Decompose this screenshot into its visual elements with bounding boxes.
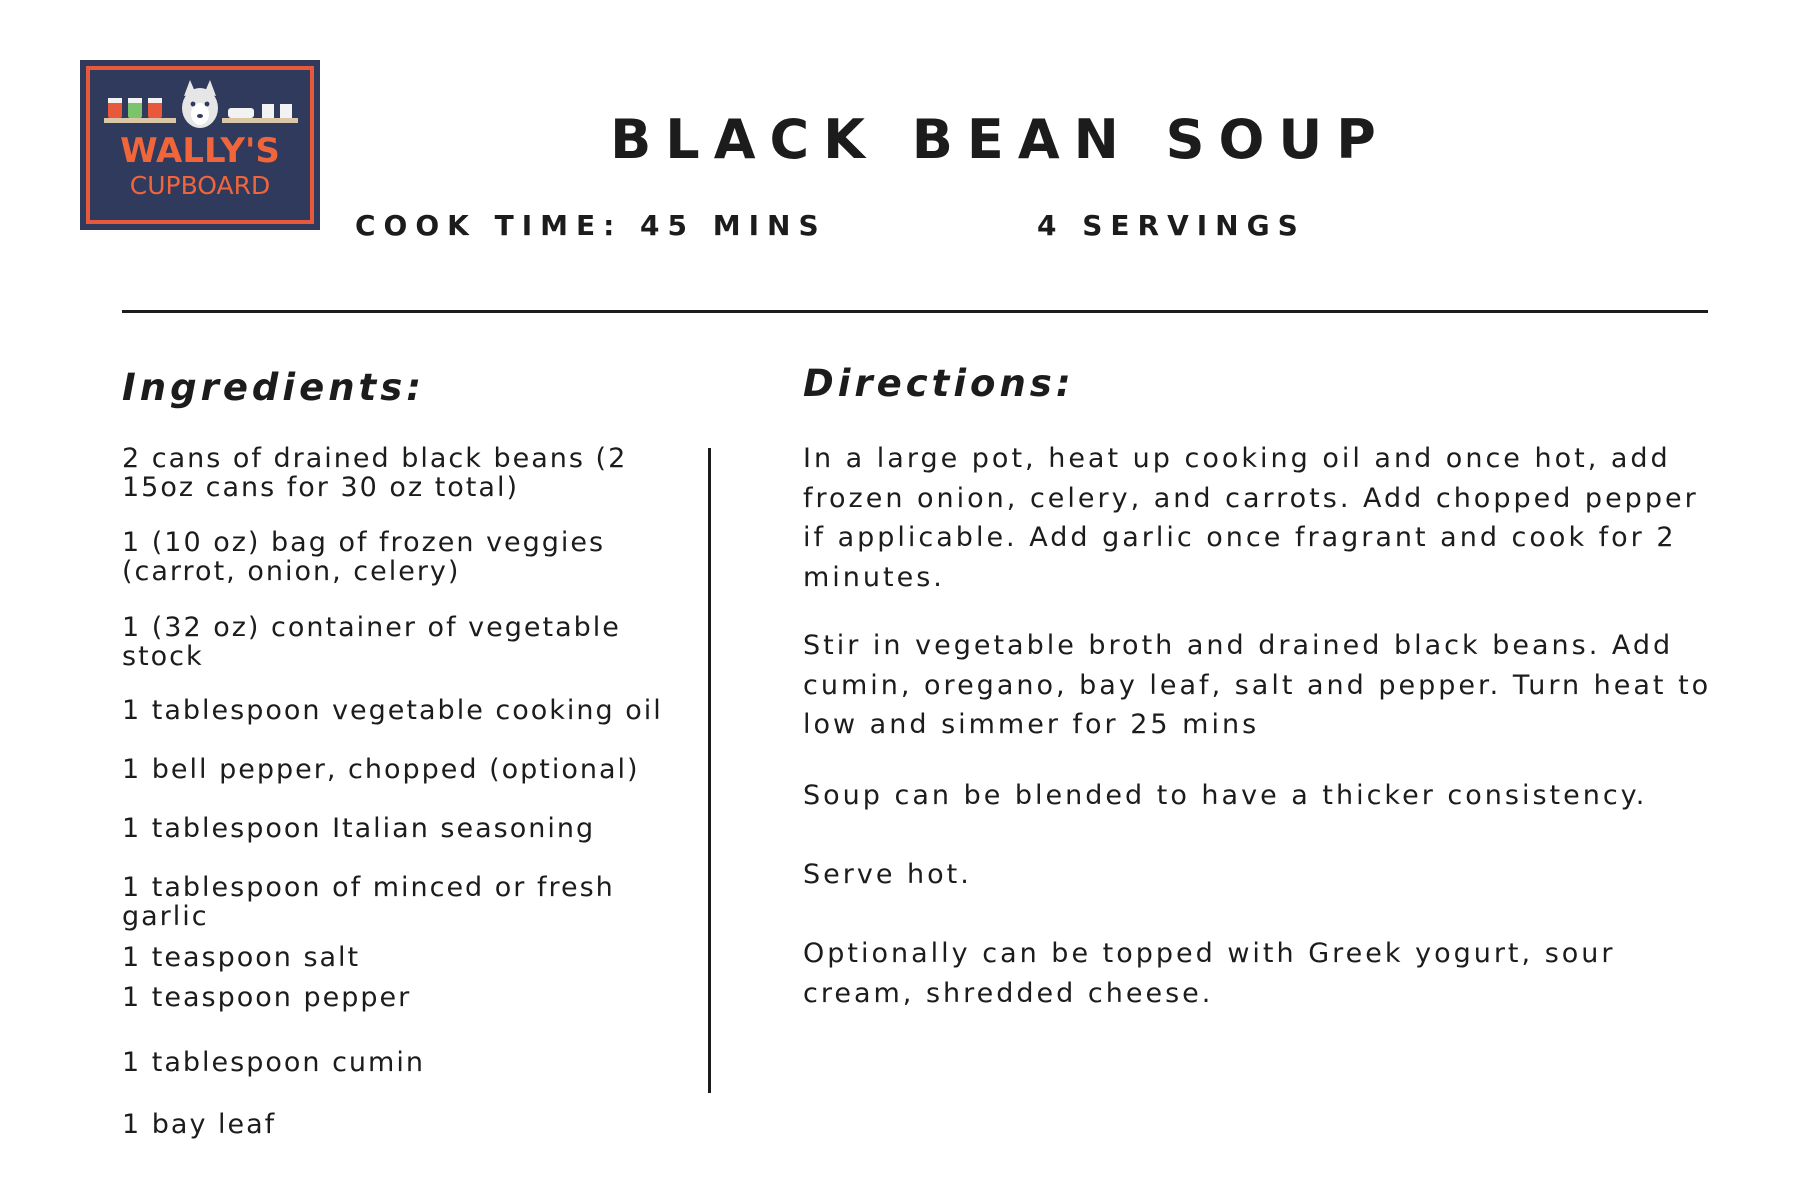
wallys-cupboard-logo — [80, 60, 320, 230]
cook-time: COOK TIME: 45 MINS — [355, 209, 827, 242]
logo-line-2: CUPBOARD — [129, 171, 271, 200]
bowl-icon — [228, 108, 254, 118]
recipe-title: BLACK BEAN SOUP — [610, 108, 1390, 171]
ingredient-item: 1 tablespoon cumin — [122, 1047, 425, 1078]
logo-line-1: WALLY'S — [120, 131, 280, 171]
ingredient-item: 1 bell pepper, chopped (optional) — [122, 754, 640, 785]
jar-icon — [148, 102, 162, 118]
ingredient-item: 1 tablespoon of minced or fresh garlic — [122, 872, 615, 932]
ingredients-heading: Ingredients: — [122, 366, 426, 409]
cup-icon — [280, 104, 292, 118]
ingredient-item: 1 (10 oz) bag of frozen veggies (carrot, onion, celery) — [122, 527, 606, 587]
ingredient-item: 1 teaspoon salt — [122, 942, 361, 973]
servings: 4 SERVINGS — [1037, 209, 1306, 242]
column-divider — [708, 448, 711, 1093]
ingredient-item: 1 teaspoon pepper — [122, 982, 412, 1013]
ingredient-item: 2 cans of drained black beans (2 15oz cans for 30 oz total) — [122, 443, 628, 503]
direction-step: Optionally can be topped with Greek yogurt, sour cream, shredded cheese. — [803, 938, 1616, 1009]
ingredient-item: 1 tablespoon vegetable cooking oil — [122, 695, 663, 726]
ingredient-item: 1 (32 oz) container of vegetable stock — [122, 612, 621, 672]
jar-icon — [128, 102, 142, 118]
jar-icon — [108, 102, 122, 118]
ingredient-item: 1 tablespoon Italian seasoning — [122, 813, 596, 844]
direction-step: Serve hot. — [803, 859, 972, 890]
header-divider — [122, 310, 1708, 313]
directions-heading: Directions: — [803, 362, 1075, 405]
direction-step: In a large pot, heat up cooking oil and once hot, add frozen onion, celery, and carrots. Add chopped pepper if applicable. Add garlic once fragrant and cook for 2 minutes. — [803, 443, 1699, 593]
direction-step: Soup can be blended to have a thicker consistency. — [803, 780, 1648, 811]
direction-step: Stir in vegetable broth and drained black beans. Add cumin, oregano, bay leaf, salt and pepper. Turn heat to low and simmer for 25 mins — [803, 630, 1712, 740]
cup-icon — [262, 104, 274, 118]
ingredient-item: 1 bay leaf — [122, 1109, 277, 1140]
